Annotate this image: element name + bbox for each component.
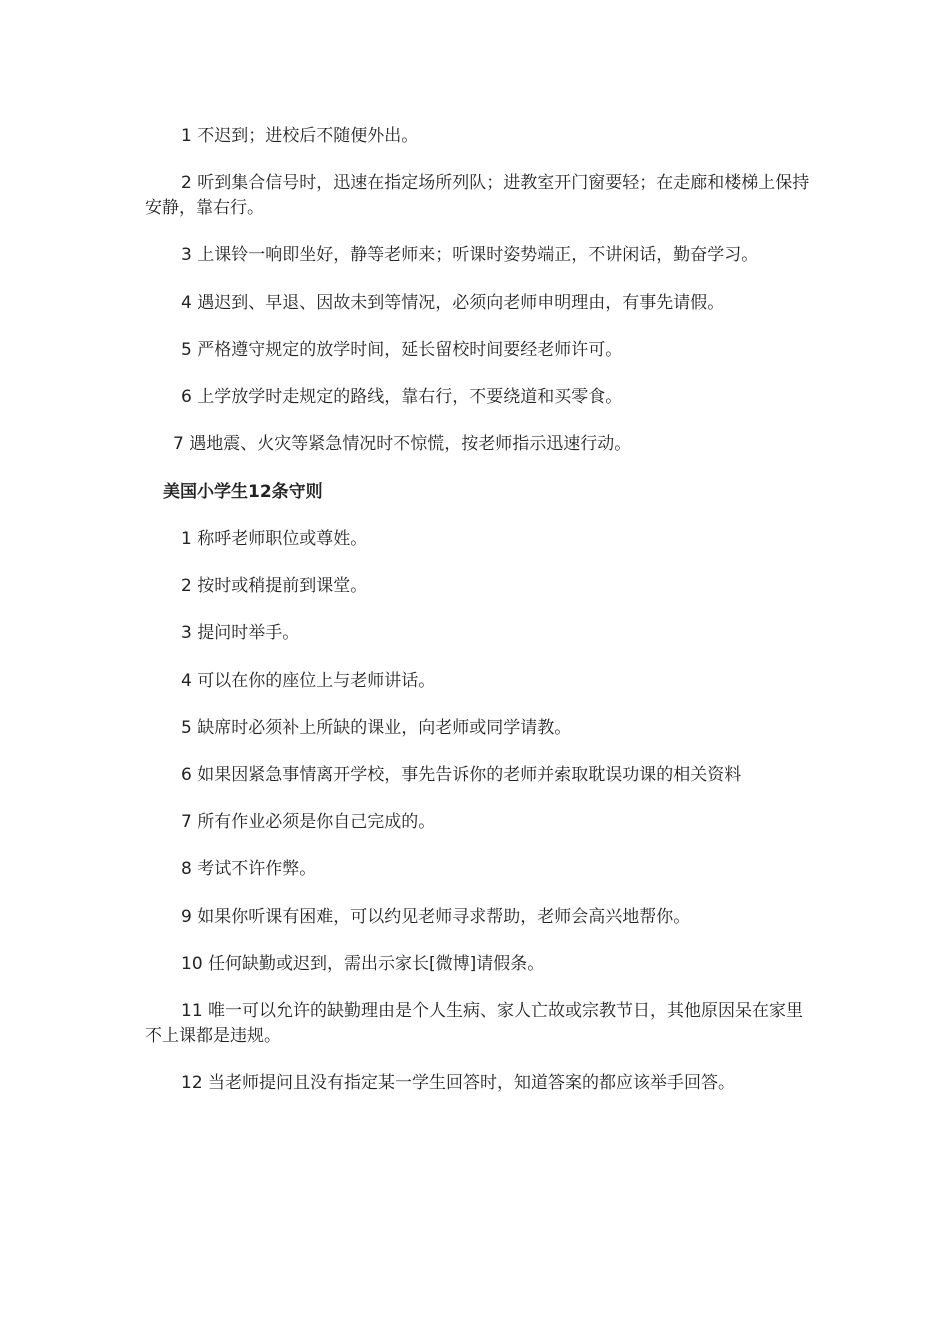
rule-item: 7 所有作业必须是你自己完成的。 [181, 812, 436, 832]
rule-item: 3 上课铃一响即坐好，静等老师来；听课时姿势端正，不讲闲话，勤奋学习。 [181, 245, 759, 265]
section-heading: 美国小学生12条守则 [163, 482, 323, 502]
rule-item: 3 提问时举手。 [181, 623, 300, 643]
rule-item: 7 遇地震、火灾等紧急情况时不惊慌，按老师指示迅速行动。 [173, 434, 632, 454]
rule-item: 4 可以在你的座位上与老师讲话。 [181, 671, 436, 691]
rule-item: 10 任何缺勤或迟到，需出示家长[微博]请假条。 [181, 954, 545, 974]
rule-item: 6 上学放学时走规定的路线，靠右行，不要绕道和买零食。 [181, 387, 623, 407]
rule-item: 11 唯一可以允许的缺勤理由是个人生病、家人亡故或宗教节日，其他原因呆在家里不上课都是违规。 [145, 1001, 804, 1046]
rule-item: 1 称呼老师职位或尊姓。 [181, 529, 368, 549]
rule-item: 5 严格遵守规定的放学时间，延长留校时间要经老师许可。 [181, 340, 623, 360]
rule-item: 2 听到集合信号时，迅速在指定场所列队；进教室开门窗要轻；在走廊和楼梯上保持安静，靠右行。 [145, 173, 810, 218]
rule-item: 9 如果你听课有困难，可以约见老师寻求帮助，老师会高兴地帮你。 [181, 907, 691, 927]
rule-item: 6 如果因紧急事情离开学校，事先告诉你的老师并索取耽误功课的相关资料 [181, 765, 742, 785]
rule-item: 4 遇迟到、早退、因故未到等情况，必须向老师申明理由，有事先请假。 [181, 293, 725, 313]
rule-item: 12 当老师提问且没有指定某一学生回答时，知道答案的都应该举手回答。 [181, 1073, 736, 1093]
rule-item: 2 按时或稍提前到课堂。 [181, 576, 368, 596]
rule-item: 8 考试不许作弊。 [181, 859, 317, 879]
rule-item: 5 缺席时必须补上所缺的课业，向老师或同学请教。 [181, 718, 572, 738]
rule-item: 1 不迟到；进校后不随便外出。 [181, 126, 419, 146]
